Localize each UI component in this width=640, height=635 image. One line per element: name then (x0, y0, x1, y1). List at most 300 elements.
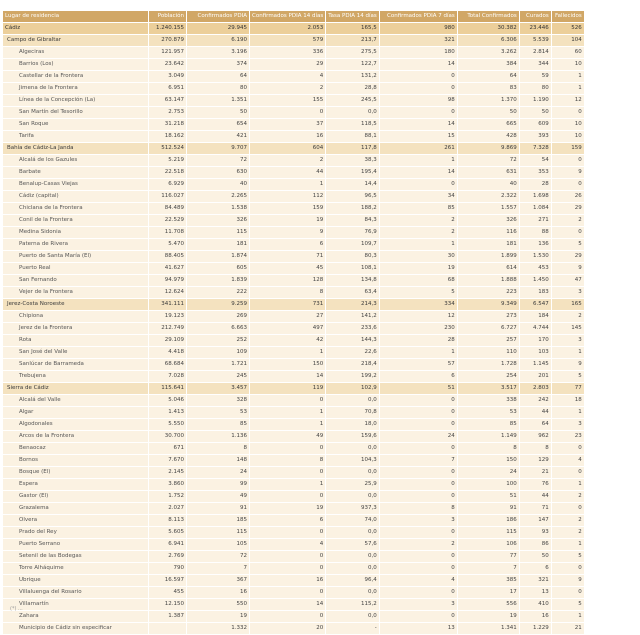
cell-poblacion: 6.929 (149, 179, 187, 191)
cell-fallecidos: 1 (551, 539, 584, 551)
cell-confirmados-14: 0 (250, 491, 326, 503)
cell-poblacion: 22.518 (149, 167, 187, 179)
cell-fallecidos: 0 (551, 467, 584, 479)
cell-lugar: Villamartín (3, 599, 149, 611)
cell-fallecidos: 29 (551, 203, 584, 215)
cell-confirmados-14: 2 (250, 83, 326, 95)
table-row (3, 83, 585, 95)
cell-fallecidos: 145 (551, 323, 584, 335)
cell-lugar: San José del Valle (3, 347, 149, 359)
cell-confirmados-pdia: 115 (187, 527, 250, 539)
cell-fallecidos: 0 (551, 443, 584, 455)
cell-confirmados-14: 14 (250, 599, 326, 611)
cell-confirmados-pdia: 19 (187, 611, 250, 623)
cell-confirmados-14: 49 (250, 431, 326, 443)
cell-total-confirmados: 338 (457, 395, 519, 407)
cell-confirmados-7: 51 (379, 383, 457, 395)
cell-curados: 242 (519, 395, 551, 407)
cell-confirmados-7: 0 (379, 71, 457, 83)
cell-poblacion: 5.470 (149, 239, 187, 251)
cell-total-confirmados: 50 (457, 107, 519, 119)
cell-confirmados-7: 0 (379, 563, 457, 575)
cell-fallecidos: 2 (551, 527, 584, 539)
cell-fallecidos: 3 (551, 287, 584, 299)
cell-tasa-14: 0,0 (326, 443, 380, 455)
cell-confirmados-7: 0 (379, 527, 457, 539)
cell-lugar: Barrios (Los) (3, 59, 149, 71)
cell-tasa-14: 84,3 (326, 215, 380, 227)
cell-tasa-14: 275,5 (326, 47, 380, 59)
cell-lugar: San Roque (3, 119, 149, 131)
cell-confirmados-pdia: 50 (187, 107, 250, 119)
cell-total-confirmados: 6.306 (457, 35, 519, 47)
table-row (3, 167, 585, 179)
cell-tasa-14: 118,5 (326, 119, 380, 131)
cell-confirmados-7: 0 (379, 83, 457, 95)
cell-confirmados-14: 0 (250, 587, 326, 599)
cell-confirmados-7: 30 (379, 251, 457, 263)
cell-curados: 453 (519, 263, 551, 275)
cell-total-confirmados: 385 (457, 575, 519, 587)
cell-tasa-14: 213,7 (326, 35, 380, 47)
cell-confirmados-14: 0 (250, 527, 326, 539)
cell-curados: 6 (519, 563, 551, 575)
cell-tasa-14: 25,9 (326, 479, 380, 491)
cell-confirmados-pdia: 630 (187, 167, 250, 179)
cell-confirmados-pdia: 64 (187, 71, 250, 83)
cell-confirmados-14: 16 (250, 575, 326, 587)
cell-fallecidos: 10 (551, 131, 584, 143)
cell-curados: 103 (519, 347, 551, 359)
cell-confirmados-14: 2 (250, 155, 326, 167)
cell-confirmados-14: 159 (250, 203, 326, 215)
header-lugar: Lugar de residencia (3, 11, 149, 23)
cell-curados: 1.450 (519, 275, 551, 287)
cell-poblacion: 270.879 (149, 35, 187, 47)
cell-fallecidos: 2 (551, 515, 584, 527)
cell-total-confirmados: 273 (457, 311, 519, 323)
cell-poblacion: 121.957 (149, 47, 187, 59)
cell-confirmados-7: 7 (379, 455, 457, 467)
table-row (3, 467, 585, 479)
cell-fallecidos: 9 (551, 575, 584, 587)
cell-tasa-14: - (326, 623, 380, 635)
cell-total-confirmados: 556 (457, 599, 519, 611)
cell-total-confirmados: 3.517 (457, 383, 519, 395)
cell-tasa-14: 88,1 (326, 131, 380, 143)
cell-fallecidos: 4 (551, 455, 584, 467)
cell-confirmados-7: 0 (379, 491, 457, 503)
cell-confirmados-7: 230 (379, 323, 457, 335)
cell-fallecidos: 0 (551, 227, 584, 239)
cell-tasa-14: 74,0 (326, 515, 380, 527)
cell-tasa-14: 57,6 (326, 539, 380, 551)
cell-confirmados-7: 28 (379, 335, 457, 347)
cell-curados: 1.190 (519, 95, 551, 107)
cell-confirmados-14: 128 (250, 275, 326, 287)
cell-confirmados-pdia: 328 (187, 395, 250, 407)
table-row (3, 383, 585, 395)
cell-total-confirmados: 223 (457, 287, 519, 299)
cell-curados: 147 (519, 515, 551, 527)
cell-lugar: Villaluenga del Rosario (3, 587, 149, 599)
cell-confirmados-14: 1 (250, 347, 326, 359)
cell-confirmados-14: 8 (250, 287, 326, 299)
cell-confirmados-pdia: 181 (187, 239, 250, 251)
cell-fallecidos: 0 (551, 107, 584, 119)
cell-confirmados-14: 19 (250, 215, 326, 227)
cell-total-confirmados: 1.149 (457, 431, 519, 443)
cell-total-confirmados: 85 (457, 419, 519, 431)
covid-data-table (2, 10, 585, 635)
cell-confirmados-pdia: 9.707 (187, 143, 250, 155)
cell-confirmados-pdia: 85 (187, 419, 250, 431)
cell-tasa-14: 131,2 (326, 71, 380, 83)
table-row (3, 575, 585, 587)
cell-lugar: Grazalema (3, 503, 149, 515)
cell-poblacion: 84.489 (149, 203, 187, 215)
table-row (3, 59, 585, 71)
cell-total-confirmados: 115 (457, 527, 519, 539)
cell-confirmados-7: 85 (379, 203, 457, 215)
cell-confirmados-7: 334 (379, 299, 457, 311)
cell-confirmados-pdia: 9.259 (187, 299, 250, 311)
table-row (3, 563, 585, 575)
cell-poblacion: 7.670 (149, 455, 187, 467)
cell-poblacion: 7.028 (149, 371, 187, 383)
cell-tasa-14: 0,0 (326, 563, 380, 575)
cell-confirmados-pdia: 72 (187, 155, 250, 167)
cell-total-confirmados: 2.322 (457, 191, 519, 203)
cell-confirmados-14: 14 (250, 371, 326, 383)
cell-curados: 6.547 (519, 299, 551, 311)
cell-confirmados-pdia: 6.663 (187, 323, 250, 335)
cell-lugar: Cádiz (capital) (3, 191, 149, 203)
cell-lugar: Vejer de la Frontera (3, 287, 149, 299)
cell-curados: 410 (519, 599, 551, 611)
cell-tasa-14: 937,3 (326, 503, 380, 515)
cell-curados: 44 (519, 491, 551, 503)
table-row (3, 311, 585, 323)
cell-lugar: Sanlúcar de Barrameda (3, 359, 149, 371)
cell-confirmados-pdia: 72 (187, 551, 250, 563)
cell-curados: 13 (519, 587, 551, 599)
cell-lugar: Bornos (3, 455, 149, 467)
cell-tasa-14: 115,2 (326, 599, 380, 611)
cell-tasa-14: 0,0 (326, 467, 380, 479)
cell-tasa-14: 141,2 (326, 311, 380, 323)
cell-curados: 5.539 (519, 35, 551, 47)
cell-lugar: Torre Alháquime (3, 563, 149, 575)
cell-confirmados-14: 6 (250, 515, 326, 527)
cell-confirmados-pdia: 1.874 (187, 251, 250, 263)
cell-confirmados-14: 336 (250, 47, 326, 59)
cell-poblacion: 12.150 (149, 599, 187, 611)
cell-confirmados-7: 0 (379, 467, 457, 479)
cell-poblacion: 455 (149, 587, 187, 599)
cell-poblacion: 22.529 (149, 215, 187, 227)
cell-fallecidos: 1 (551, 347, 584, 359)
cell-confirmados-7: 3 (379, 599, 457, 611)
cell-fallecidos: 60 (551, 47, 584, 59)
cell-lugar: Espera (3, 479, 149, 491)
cell-tasa-14: 159,6 (326, 431, 380, 443)
cell-curados: 170 (519, 335, 551, 347)
cell-confirmados-14: 150 (250, 359, 326, 371)
cell-total-confirmados: 9.349 (457, 299, 519, 311)
cell-total-confirmados: 150 (457, 455, 519, 467)
cell-confirmados-14: 20 (250, 623, 326, 635)
cell-confirmados-7: 1 (379, 155, 457, 167)
cell-confirmados-pdia: 550 (187, 599, 250, 611)
cell-confirmados-pdia: 1.332 (187, 623, 250, 635)
cell-tasa-14: 122,7 (326, 59, 380, 71)
cell-total-confirmados: 77 (457, 551, 519, 563)
cell-tasa-14: 0,0 (326, 611, 380, 623)
cell-poblacion: 212.749 (149, 323, 187, 335)
cell-curados: 393 (519, 131, 551, 143)
cell-tasa-14: 214,3 (326, 299, 380, 311)
cell-tasa-14: 102,9 (326, 383, 380, 395)
table-body (3, 23, 585, 635)
cell-confirmados-pdia: 185 (187, 515, 250, 527)
cell-confirmados-14: 42 (250, 335, 326, 347)
cell-confirmados-14: 155 (250, 95, 326, 107)
cell-tasa-14: 233,6 (326, 323, 380, 335)
cell-curados: 71 (519, 503, 551, 515)
cell-fallecidos: 29 (551, 251, 584, 263)
cell-fallecidos: 23 (551, 431, 584, 443)
cell-lugar: Setenil de las Bodegas (3, 551, 149, 563)
cell-confirmados-7: 6 (379, 371, 457, 383)
cell-total-confirmados: 116 (457, 227, 519, 239)
cell-tasa-14: 108,1 (326, 263, 380, 275)
cell-total-confirmados: 51 (457, 491, 519, 503)
cell-tasa-14: 199,2 (326, 371, 380, 383)
cell-confirmados-14: 16 (250, 131, 326, 143)
cell-confirmados-14: 45 (250, 263, 326, 275)
cell-lugar: Alcalá del Valle (3, 395, 149, 407)
cell-total-confirmados: 3.262 (457, 47, 519, 59)
cell-curados: 59 (519, 71, 551, 83)
cell-lugar: Tarifa (3, 131, 149, 143)
cell-lugar: Arcos de la Frontera (3, 431, 149, 443)
cell-curados: 129 (519, 455, 551, 467)
cell-confirmados-pdia: 367 (187, 575, 250, 587)
table-row (3, 179, 585, 191)
cell-confirmados-7: 0 (379, 443, 457, 455)
cell-total-confirmados: 6.727 (457, 323, 519, 335)
cell-confirmados-7: 68 (379, 275, 457, 287)
cell-curados: 44 (519, 407, 551, 419)
cell-confirmados-7: 24 (379, 431, 457, 443)
cell-lugar: Algar (3, 407, 149, 419)
cell-poblacion: 1.387 (149, 611, 187, 623)
cell-poblacion: 29.109 (149, 335, 187, 347)
cell-confirmados-pdia: 109 (187, 347, 250, 359)
cell-confirmados-pdia: 252 (187, 335, 250, 347)
cell-curados: 2.803 (519, 383, 551, 395)
cell-fallecidos: 1 (551, 479, 584, 491)
cell-fallecidos: 2 (551, 311, 584, 323)
cell-confirmados-7: 321 (379, 35, 457, 47)
cell-confirmados-14: 8 (250, 455, 326, 467)
cell-confirmados-7: 2 (379, 215, 457, 227)
cell-confirmados-14: 27 (250, 311, 326, 323)
cell-tasa-14: 70,8 (326, 407, 380, 419)
cell-poblacion: 16.597 (149, 575, 187, 587)
cell-confirmados-pdia: 3.457 (187, 383, 250, 395)
cell-poblacion: 41.627 (149, 263, 187, 275)
footnote: (*) ... (10, 606, 23, 612)
cell-confirmados-14: 1 (250, 419, 326, 431)
cell-total-confirmados: 91 (457, 503, 519, 515)
cell-tasa-14: 63,4 (326, 287, 380, 299)
cell-fallecidos: 5 (551, 551, 584, 563)
cell-total-confirmados: 64 (457, 71, 519, 83)
cell-confirmados-7: 2 (379, 227, 457, 239)
cell-lugar: Ubrique (3, 575, 149, 587)
cell-confirmados-7: 0 (379, 611, 457, 623)
cell-confirmados-7: 12 (379, 311, 457, 323)
cell-lugar: Olvera (3, 515, 149, 527)
cell-poblacion: 3.049 (149, 71, 187, 83)
cell-poblacion: 88.405 (149, 251, 187, 263)
cell-poblacion: 671 (149, 443, 187, 455)
cell-confirmados-7: 0 (379, 395, 457, 407)
cell-tasa-14: 18,0 (326, 419, 380, 431)
cell-lugar: Alcalá de los Gazules (3, 155, 149, 167)
cell-poblacion: 4.418 (149, 347, 187, 359)
cell-lugar: Castellar de la Frontera (3, 71, 149, 83)
table-row (3, 215, 585, 227)
cell-confirmados-7: 34 (379, 191, 457, 203)
table-row (3, 587, 585, 599)
cell-confirmados-7: 57 (379, 359, 457, 371)
cell-lugar: San Fernando (3, 275, 149, 287)
cell-confirmados-14: 0 (250, 563, 326, 575)
cell-poblacion (149, 623, 187, 635)
cell-confirmados-7: 13 (379, 623, 457, 635)
cell-fallecidos: 0 (551, 179, 584, 191)
table-row (3, 143, 585, 155)
cell-total-confirmados: 72 (457, 155, 519, 167)
cell-poblacion: 23.642 (149, 59, 187, 71)
cell-curados: 2.814 (519, 47, 551, 59)
cell-curados: 80 (519, 83, 551, 95)
cell-tasa-14: 0,0 (326, 551, 380, 563)
cell-confirmados-14: 37 (250, 119, 326, 131)
cell-fallecidos: 0 (551, 503, 584, 515)
cell-confirmados-14: 0 (250, 467, 326, 479)
cell-fallecidos: 3 (551, 419, 584, 431)
cell-lugar: San Martín del Tesorillo (3, 107, 149, 119)
cell-lugar: Benalup-Casas Viejas (3, 179, 149, 191)
cell-total-confirmados: 110 (457, 347, 519, 359)
header-total-confirmados: Total Confirmados (457, 11, 519, 23)
header-curados: Curados (519, 11, 551, 23)
cell-fallecidos: 21 (551, 623, 584, 635)
cell-lugar: Municipio de Cádiz sin especificar (3, 623, 149, 635)
header-confirmados-7: Confirmados PDIA 7 días (379, 11, 457, 23)
cell-total-confirmados: 257 (457, 335, 519, 347)
cell-curados: 1.145 (519, 359, 551, 371)
table-row (3, 263, 585, 275)
cell-tasa-14: 188,2 (326, 203, 380, 215)
cell-lugar: Algeciras (3, 47, 149, 59)
cell-tasa-14: 134,8 (326, 275, 380, 287)
table-row (3, 407, 585, 419)
cell-tasa-14: 14,4 (326, 179, 380, 191)
table-row (3, 347, 585, 359)
cell-fallecidos: 1 (551, 407, 584, 419)
cell-fallecidos: 26 (551, 191, 584, 203)
cell-curados: 353 (519, 167, 551, 179)
cell-lugar: Rota (3, 335, 149, 347)
cell-poblacion: 5.219 (149, 155, 187, 167)
cell-poblacion: 11.708 (149, 227, 187, 239)
cell-poblacion: 5.605 (149, 527, 187, 539)
header-fallecidos: Fallecidos (551, 11, 584, 23)
cell-confirmados-7: 14 (379, 167, 457, 179)
cell-curados: 54 (519, 155, 551, 167)
table-row (3, 107, 585, 119)
cell-total-confirmados: 7 (457, 563, 519, 575)
cell-total-confirmados: 384 (457, 59, 519, 71)
cell-confirmados-7: 14 (379, 119, 457, 131)
cell-tasa-14: 96,4 (326, 575, 380, 587)
cell-confirmados-7: 8 (379, 503, 457, 515)
cell-total-confirmados: 40 (457, 179, 519, 191)
cell-total-confirmados: 1.728 (457, 359, 519, 371)
cell-curados: 76 (519, 479, 551, 491)
cell-confirmados-pdia: 654 (187, 119, 250, 131)
cell-curados: 16 (519, 611, 551, 623)
table-row (3, 275, 585, 287)
cell-fallecidos: 12 (551, 95, 584, 107)
cell-confirmados-7: 19 (379, 263, 457, 275)
table-row (3, 23, 585, 35)
header-tasa-14: Tasa PDIA 14 días (326, 11, 380, 23)
cell-poblacion: 115.641 (149, 383, 187, 395)
cell-curados: 201 (519, 371, 551, 383)
cell-confirmados-pdia: 49 (187, 491, 250, 503)
cell-confirmados-14: 0 (250, 107, 326, 119)
cell-total-confirmados: 24 (457, 467, 519, 479)
cell-confirmados-14: 4 (250, 539, 326, 551)
cell-fallecidos: 47 (551, 275, 584, 287)
table-row (3, 371, 585, 383)
cell-confirmados-pdia: 3.196 (187, 47, 250, 59)
cell-poblacion: 2.145 (149, 467, 187, 479)
cell-poblacion: 94.979 (149, 275, 187, 287)
cell-fallecidos: 159 (551, 143, 584, 155)
cell-confirmados-14: 2.053 (250, 23, 326, 35)
cell-confirmados-14: 119 (250, 383, 326, 395)
cell-curados: 1.084 (519, 203, 551, 215)
cell-confirmados-14: 579 (250, 35, 326, 47)
cell-lugar: Campo de Gibraltar (3, 35, 149, 47)
cell-fallecidos: 5 (551, 371, 584, 383)
cell-confirmados-pdia: 24 (187, 467, 250, 479)
cell-curados: 962 (519, 431, 551, 443)
cell-tasa-14: 0,0 (326, 395, 380, 407)
cell-lugar: Conil de la Frontera (3, 215, 149, 227)
cell-confirmados-pdia: 115 (187, 227, 250, 239)
cell-total-confirmados: 631 (457, 167, 519, 179)
cell-poblacion: 5.046 (149, 395, 187, 407)
cell-lugar: Bosque (El) (3, 467, 149, 479)
